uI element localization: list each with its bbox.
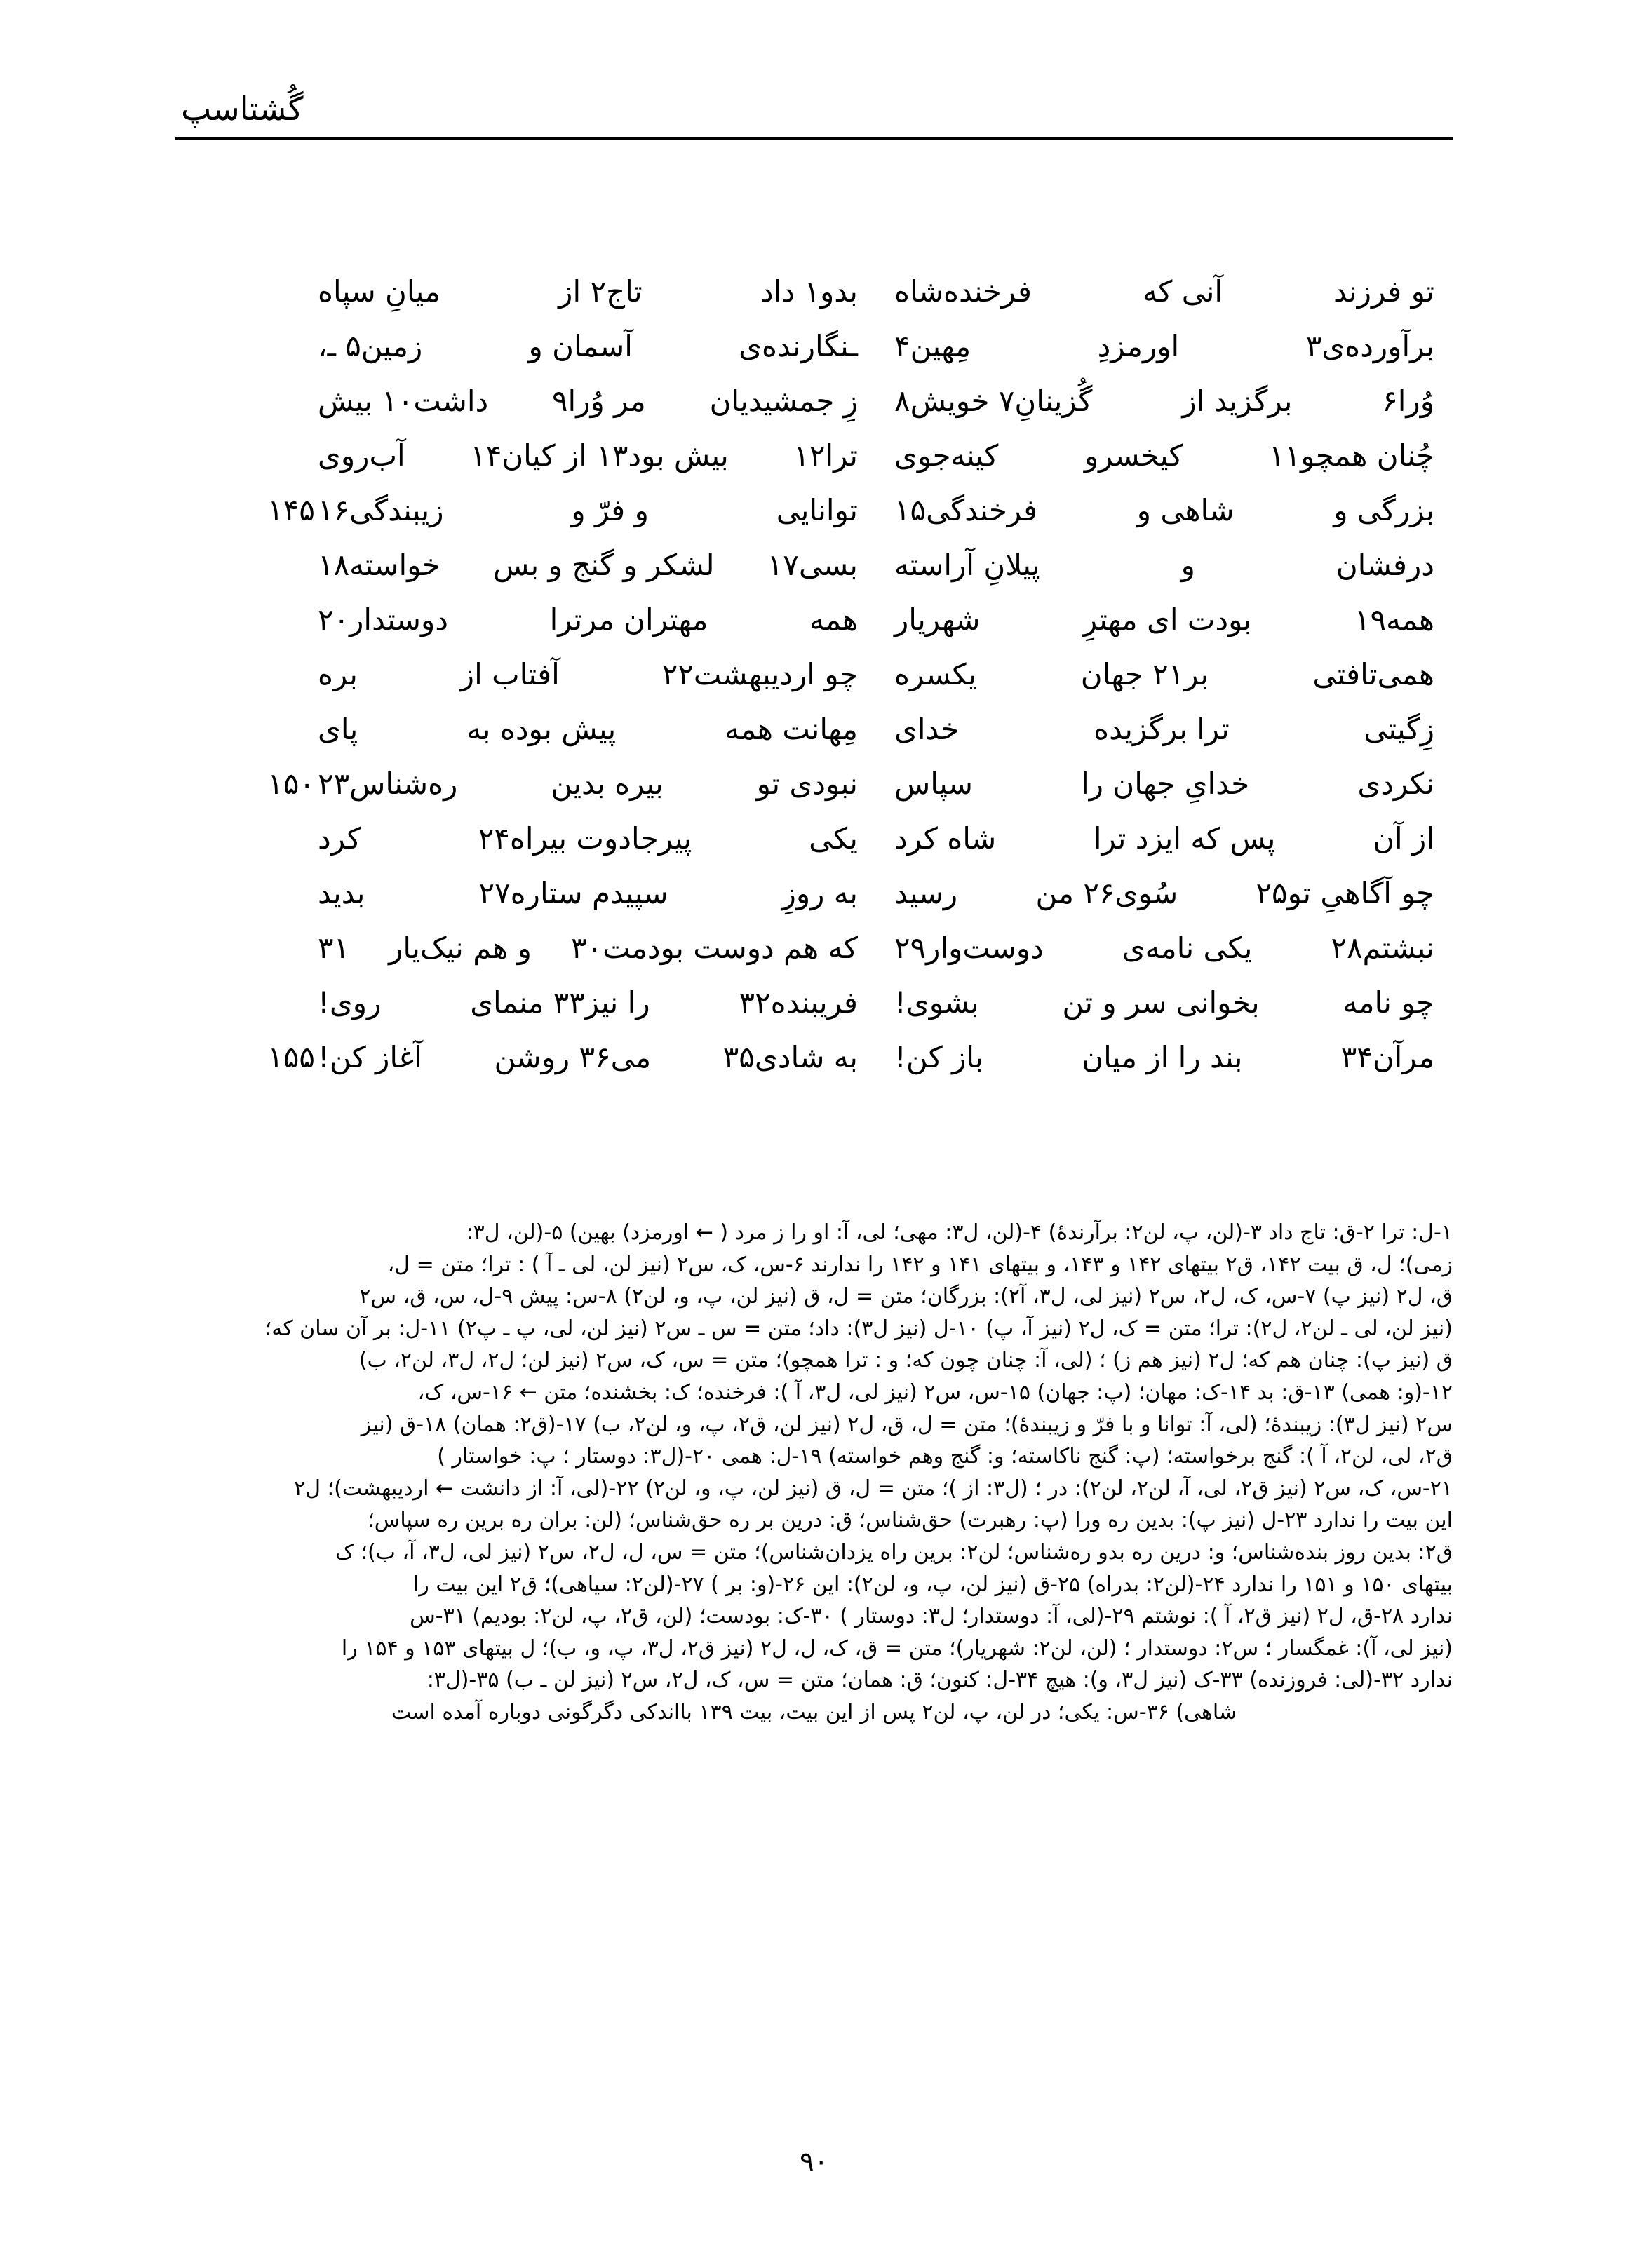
- hemistich-segment: زمین۵ ـ،: [318, 329, 423, 363]
- hemistich-segment: بدید: [318, 876, 365, 910]
- hemistich-segment: برآورده‌ی٣: [1305, 329, 1434, 363]
- running-head-title: گُشتاسپ: [181, 90, 304, 128]
- hemistich-segment: یکسره: [894, 657, 977, 691]
- hemistich-second: [318, 485, 894, 536]
- hemistich-segment: پیلانِ آراسته: [894, 548, 1040, 582]
- hemistich-segment: به روزِ: [781, 876, 858, 910]
- apparatus-line: ۱۲-(و: همی) ۱۳-ق: بد ۱۴-ک: مهان؛ (پ: جهان) ۱۵-س، س٢ (نیز لی، ل٣، آ ): فرخنده؛ ک: بخشنده؛ متن ← ۱۶-س، ک،: [417, 1379, 1453, 1405]
- hemistich-segment: چو نامه: [1343, 985, 1434, 1020]
- hemistich-segment: بدو١ داد: [760, 274, 858, 309]
- apparatus-line: بیتهای ۱۵۰ و ۱۵۱ را ندارد ۲۴-(لن٢: بدراه) ۲۵-ق (نیز لن، پ، و، لن٢): این ۲۶-(و: بر ) ۲۷-(لن٢: سیاهی)؛ ق٢ این بیت را: [412, 1572, 1453, 1597]
- hemistich-segment: بر٢١ جهان: [1080, 657, 1209, 691]
- hemistich-second: [318, 321, 894, 372]
- hemistich-first: [894, 1032, 1453, 1083]
- header-rule: [175, 137, 1453, 140]
- hemistich-segment: پیش بوده به: [466, 712, 617, 746]
- hemistich-second: [318, 431, 894, 481]
- hemistich-segment: می٣۶ روشن: [494, 1040, 652, 1074]
- hemistich-segment: تاج٢ از: [558, 274, 643, 309]
- verse-row: [175, 540, 1453, 595]
- hemistich-second: [318, 540, 894, 590]
- apparatus-line: زمی)؛ ل، ق بیت ۱۴۲، ق٢ بیتهای ۱۴۲ و ۱۴۳، و بیتهای ۱۴۱ و ۱۴۲ را ندارند ۶-س، ک، س٢ (نیز لن، لی ـ آ ) : ترا؛ متن = ل،: [387, 1252, 1453, 1277]
- verse-row: [175, 923, 1453, 978]
- hemistich-segment: شاهی و: [1136, 493, 1235, 527]
- hemistich-segment: مر وُرا٩: [551, 384, 646, 418]
- verse-row: [175, 649, 1453, 704]
- verse-row: [175, 485, 1453, 540]
- hemistich-segment: پس که ایزد ترا: [1093, 821, 1276, 856]
- hemistich-first: [894, 485, 1453, 536]
- hemistich-segment: خدای: [894, 712, 960, 746]
- hemistich-first: [894, 759, 1453, 809]
- apparatus-line: ۲۱-س، ک، س٢ (نیز ق٢، لی، آ، لن٢، لن٢): در ؛ (ل٣: از )؛ متن = ل، ق (نیز لن، پ، و، لن٢) ۲۲-(لی، آ: از دانشت ← اردیبهشت)؛ ل٢: [294, 1476, 1453, 1501]
- verse-number: ۱۴۵: [267, 493, 315, 527]
- hemistich-segment: برگزید از: [1182, 384, 1293, 418]
- verse-row: [175, 704, 1453, 759]
- hemistich-segment: همه: [809, 602, 858, 637]
- apparatus-line: ق، ل٢ (نیز پ) ۷-س، ک، ل٢، س٢ (نیز لی، ل٣، آ٢): بزرگان؛ متن = ل، ق (نیز لن، پ، و، لن٢) ۸-س: پیش ۹-ل، س، ق، س٢: [359, 1284, 1453, 1309]
- hemistich-segment: آغاز کن!: [318, 1040, 422, 1074]
- hemistich-segment: زِ جمشیدیان: [709, 384, 858, 418]
- hemistich-segment: بزرگی و: [1333, 493, 1434, 527]
- hemistich-second: [318, 376, 894, 426]
- apparatus-line: ندارد ۳۲-(لی: فروزنده) ۳۳-ک (نیز ل٣، و): هیچ ۳۴-ل: کنون؛ ق: همان؛ متن = س، ک، ل٢، س٢ (نیز لن ـ ب) ۳۵-(ل٣:: [426, 1668, 1453, 1693]
- hemistich-first: [894, 649, 1453, 700]
- hemistich-segment: چو آگاهیِ تو٢۵: [1256, 876, 1434, 910]
- apparatus-line: شاهی) ۳۶-س: یکی؛ در لن، پ، لن٢ پس از این بیت، بیت ۱۳۹ بااندکی دگرگونی دوباره آمده است: [391, 1699, 1237, 1724]
- verse-row: [175, 321, 1453, 376]
- hemistich-segment: بودت ای مهترِ: [1082, 602, 1252, 637]
- hemistich-second: [318, 814, 894, 864]
- hemistich-segment: سپیدم ستاره٢٧: [478, 876, 668, 910]
- verse-row: [175, 978, 1453, 1032]
- apparatus-line: ندارد ۲۸-ق، ل٢ (نیز ق٢، آ ): نوشتم ۲۹-(لی، آ: دوستدار؛ ل٣: دوستار ) ۳۰-ک: بودست؛ (لن، ق٢، پ، لن٢: بودیم) ۳۱-س: [410, 1604, 1453, 1629]
- hemistich-segment: آسمان و: [528, 329, 633, 363]
- hemistich-first: [894, 540, 1453, 590]
- hemistich-segment: مِهین۴: [894, 329, 971, 363]
- page-header: [175, 91, 1453, 175]
- hemistich-segment: روی!: [318, 985, 382, 1020]
- hemistich-segment: خواسته١٨: [318, 548, 440, 582]
- hemistich-first: [894, 376, 1453, 426]
- hemistich-segment: باز کن!: [894, 1040, 983, 1074]
- apparatus-line: ق٢: بدین روز بنده‌شناس؛ و: درین ره بدو ره‌شناس؛ لن٢: برین راه یزدان‌شناس)؛ متن = س، ل، ل٢، س٢ (نیز لی، ل٣، آ، ب)؛ ک: [335, 1539, 1453, 1565]
- hemistich-segment: مرآن٣۴: [1340, 1040, 1434, 1074]
- hemistich-segment: سپاس: [894, 767, 973, 801]
- hemistich-segment: اورمزدِ: [1097, 329, 1180, 363]
- verse-row: [175, 431, 1453, 485]
- verse-row: [175, 759, 1453, 814]
- hemistich-first: [894, 704, 1453, 755]
- hemistich-segment: آب‌روی: [318, 438, 405, 473]
- hemistich-segment: میانِ سپاه: [318, 274, 440, 309]
- hemistich-segment: نکردی: [1357, 767, 1434, 801]
- hemistich-segment: درفشان: [1336, 548, 1434, 582]
- hemistich-segment: بسی١٧: [767, 548, 858, 582]
- apparatus-criticus: [175, 1217, 1453, 1729]
- hemistich-segment: بخوانی سر و تن: [1062, 985, 1260, 1020]
- hemistich-segment: توانایی: [776, 493, 858, 527]
- verse-row: [175, 595, 1453, 649]
- apparatus-line: این بیت را ندارد ۲۳-ل (نیز پ): بدین ره ورا (پ: رهبرت) حق‌شناس؛ ق: درین بر ره حق‌شناس؛ (لن: بران ره برین ره سپاس؛: [368, 1508, 1453, 1533]
- hemistich-first: [894, 868, 1453, 919]
- hemistich-segment: خدایِ جهان را: [1081, 767, 1250, 801]
- hemistich-segment: آفتاب از: [459, 657, 560, 691]
- hemistich-second: [318, 1032, 894, 1083]
- apparatus-line: (نیز لن، لی ـ لن٢، ل٢): ترا؛ متن = ک، ل٢ (نیز آ، پ) ۱۰-ل (نیز ل٣): داد؛ متن = س ـ س٢ (نیز لن، لی، پ ـ پ٢) ۱۱-ل: بر آن سان که؛: [264, 1316, 1453, 1341]
- hemistich-segment: بشوی!: [894, 985, 979, 1020]
- hemistich-segment: گُزینانِ٧ خویش٨: [894, 384, 1093, 418]
- hemistich-segment: پای: [318, 712, 358, 746]
- hemistich-segment: فرخنده‌شاه: [894, 274, 1032, 309]
- apparatus-line: س٢ (نیز ل٣): زیبندهٔ؛ (لی، آ: توانا و با فرّ و زیبندهٔ)؛ متن = ل، ق، ل٢ (نیز لن، ق٢، پ، و، لن٢، ب) ۱۷-(ق٢: همان) ۱۸-ق (نیز: [361, 1412, 1453, 1437]
- hemistich-segment: پیرجادوت بیراه٢۴: [478, 821, 692, 856]
- hemistich-first: [894, 923, 1453, 973]
- hemistich-segment: سُوی٢۶ من: [1035, 876, 1178, 910]
- hemistich-first: [894, 978, 1453, 1028]
- verse-row: [175, 376, 1453, 431]
- hemistich-segment: نبودی تو: [756, 767, 858, 801]
- hemistich-segment: نبشتم٢٨: [1331, 931, 1434, 965]
- hemistich-segment: چو اردیبهشت٢٢: [661, 657, 858, 691]
- hemistich-segment: یکی نامه‌ی: [1122, 931, 1253, 965]
- hemistich-segment: به شادی٣۵: [722, 1040, 858, 1074]
- hemistich-second: [318, 266, 894, 317]
- hemistich-segment: فریبنده٣٢: [739, 985, 858, 1020]
- hemistich-second: [318, 649, 894, 700]
- hemistich-segment: کرد: [318, 821, 361, 856]
- hemistich-segment: آنی که: [1142, 274, 1223, 309]
- hemistich-segment: تو فرزند: [1333, 274, 1434, 309]
- hemistich-segment: داشت١٠ بیش: [318, 384, 489, 418]
- hemistich-second: [318, 868, 894, 919]
- hemistich-second: [318, 978, 894, 1028]
- hemistich-first: [894, 321, 1453, 372]
- hemistich-segment: زیبندگی١۶: [318, 493, 444, 527]
- hemistich-segment: مهتران مرترا: [549, 602, 708, 637]
- hemistich-segment: بره: [318, 657, 358, 691]
- hemistich-segment: زِگیتی: [1364, 712, 1434, 746]
- hemistich-segment: چُنان همچو١١: [1269, 438, 1434, 473]
- hemistich-first: [894, 814, 1453, 864]
- verse-row: [175, 814, 1453, 868]
- hemistich-segment: بیش بود١٣ از کیان١۴: [470, 438, 729, 473]
- hemistich-segment: لشکر و گنج و بس: [492, 548, 715, 582]
- hemistich-segment: دوستدار٢٠: [318, 602, 448, 637]
- verse-row: [175, 266, 1453, 321]
- hemistich-segment: ٣١: [318, 931, 350, 965]
- hemistich-segment: بیره بدین: [551, 767, 664, 801]
- verse-row: [175, 1032, 1453, 1087]
- hemistich-segment: شهریار: [894, 602, 981, 637]
- hemistich-segment: از آن: [1373, 821, 1434, 856]
- verse-block: [175, 266, 1453, 1087]
- hemistich-segment: که هم دوست بودمت٣٠: [570, 931, 858, 965]
- verse-number: ۱۵۵: [267, 1040, 315, 1074]
- hemistich-first: [894, 595, 1453, 645]
- hemistich-segment: رسید: [894, 876, 958, 910]
- hemistich-segment: ترا١٢: [793, 438, 858, 473]
- hemistich-segment: وُرا۶: [1382, 384, 1434, 418]
- hemistich-segment: ره‌شناس٢٣: [318, 767, 458, 801]
- hemistich-segment: را نیز٣٣ منمای: [470, 985, 650, 1020]
- hemistich-second: [318, 759, 894, 809]
- hemistich-second: [318, 595, 894, 645]
- verse-number: ۱۵۰: [267, 767, 315, 801]
- hemistich-segment: یکی: [809, 821, 858, 856]
- hemistich-second: [318, 704, 894, 755]
- hemistich-segment: مِهانت همه: [725, 712, 858, 746]
- hemistich-segment: فرخندگی١۵: [894, 493, 1038, 527]
- folio-number: ۹۰: [800, 2146, 828, 2177]
- hemistich-segment: و فرّ و: [571, 493, 649, 527]
- hemistich-segment: شاه کرد: [894, 821, 997, 856]
- apparatus-line: ق٢، لی، لن٢، آ ): گنج برخواسته؛ (پ: گنج ناکاسته؛ و: گنج وهم خواسته) ۱۹-ل: همی ۲۰-(ل٣: دوستار ؛ پ: خواستار ): [437, 1444, 1453, 1469]
- hemistich-segment: کیخسرو: [1084, 438, 1183, 473]
- hemistich-segment: همی‌تافتی: [1312, 657, 1434, 691]
- hemistich-segment: همه١٩: [1354, 602, 1434, 637]
- hemistich-first: [894, 431, 1453, 481]
- hemistich-segment: و: [1180, 548, 1195, 582]
- verse-row: [175, 868, 1453, 923]
- hemistich-first: [894, 266, 1453, 317]
- hemistich-segment: و هم نیک‌یار: [389, 931, 532, 965]
- apparatus-line: (نیز لی، آ): غمگسار ؛ س٢: دوستدار ؛ (لن، لن٢: شهریار)؛ متن = ق، ک، ل، ل٢ (نیز ق٢، ل٣، پ، و، ب)؛ ل بیتهای ۱۵۳ و ۱۵۴ را: [341, 1635, 1453, 1661]
- hemistich-segment: کینه‌جوی: [894, 438, 999, 473]
- hemistich-segment: ترا برگزیده: [1094, 712, 1230, 746]
- hemistich-segment: دوست‌وار٢٩: [894, 931, 1044, 965]
- apparatus-line: ق (نیز پ): چنان هم که؛ ل٢ (نیز هم ز) ؛ (لی، آ: چنان چون که؛ و : ترا همچو)؛ متن = س، ک، س٢ (نیز لن؛ ل٢، ل٣، لن٢، ب): [358, 1348, 1453, 1373]
- apparatus-line: ۱-ل: ترا ۲-ق: تاج داد ۳-(لن، پ، لن٢: برآرندهٔ) ۴-(لن، ل٣: مهی؛ لی، آ: او را ز مرد ( ← اورمزد) بهین) ۵-(لن، ل٣:: [466, 1220, 1453, 1245]
- hemistich-second: [318, 923, 894, 973]
- hemistich-segment: بند را از میان: [1082, 1040, 1243, 1074]
- hemistich-segment: ـنگارنده‌ی: [739, 329, 858, 363]
